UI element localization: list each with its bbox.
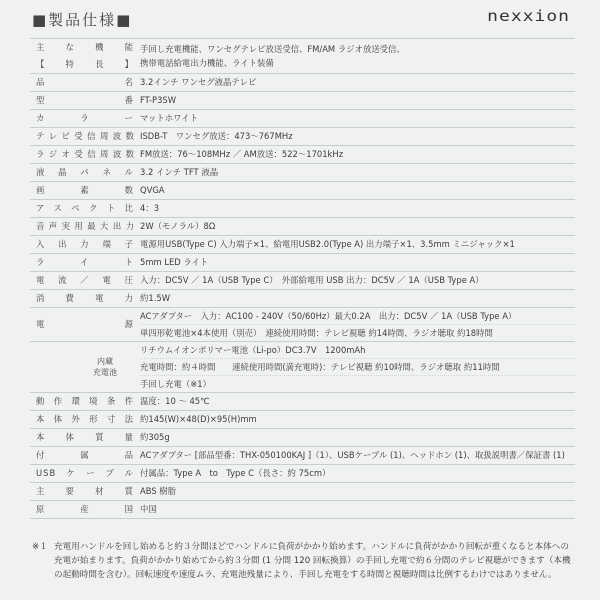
spec-value: ABS 樹脂 [134, 483, 575, 501]
table-row [30, 308, 575, 342]
spec-label: 入出力端子 [30, 236, 134, 254]
spec-label [30, 39, 134, 74]
table-row [30, 393, 575, 411]
spec-label: 品名 [30, 74, 134, 92]
table-row [30, 39, 575, 74]
spec-label: 消費電力 [30, 290, 134, 308]
table-row [30, 429, 575, 447]
hand-crank-line: 手回し充電（※1） [140, 379, 211, 389]
footnote [30, 540, 575, 582]
feature-label: 【特長】 [36, 59, 134, 69]
spec-label: 本体質量 [30, 429, 134, 447]
spec-value [134, 342, 575, 393]
header [0, 0, 600, 38]
spec-label: 電源 [30, 308, 134, 342]
spec-value: 2W（モノラル）8Ω [134, 218, 575, 236]
table-row [30, 218, 575, 236]
table-row [30, 254, 575, 272]
table-row [30, 92, 575, 110]
table-row [30, 501, 575, 519]
brand-logo: nexxion [487, 7, 570, 26]
spec-value: FM放送：76～108MHz ／ AM放送：522～1701kHz [134, 146, 575, 164]
spec-value: マットホワイト [134, 110, 575, 128]
spec-value: 3.2 インチ TFT 液晶 [134, 164, 575, 182]
spec-label: 付属品 [30, 447, 134, 465]
battery-label: 充電池 [93, 368, 117, 377]
table-row [30, 483, 575, 501]
table-row [30, 128, 575, 146]
battery-line: 単四形乾電池×4本使用（別売） 連続使用時間：テレビ視聴 約14時間、ラジオ聴取 約18時間 [140, 328, 493, 338]
table-row [30, 342, 575, 393]
spec-value: 約305g [134, 429, 575, 447]
spec-value: 温度：10 ～ 45℃ [134, 393, 575, 411]
spec-label: アスペクト比 [30, 200, 134, 218]
internal-label: 内蔵 [97, 357, 113, 366]
spec-label: 主要材質 [30, 483, 134, 501]
spec-value [134, 308, 575, 342]
spec-value: 中国 [134, 501, 575, 519]
table-row [30, 465, 575, 483]
spec-value: 付属品：Type A to Type C（長さ：約 75cm） [134, 465, 575, 483]
spec-label: 動作環境条件 [30, 393, 134, 411]
internal-battery-label [30, 342, 134, 393]
spec-label: カラー [30, 110, 134, 128]
spec-label: USBケーブル [30, 465, 134, 483]
function-line: 携帯電話給電出力機能、ライト装備 [140, 58, 274, 68]
spec-label: 液晶パネル [30, 164, 134, 182]
footnote-mark: ※１ [32, 542, 48, 552]
spec-value: 約1.5W [134, 290, 575, 308]
table-row [30, 182, 575, 200]
spec-label: 原産国 [30, 501, 134, 519]
spec-label: 電流／電圧 [30, 272, 134, 290]
spec-label: 画素数 [30, 182, 134, 200]
spec-value: 入力：DC5V ／ 1A（USB Type C） 外部給電用 USB 出力：DC5V ／ 1A（USB Type A） [134, 272, 575, 290]
spec-value: ISDB-T ワンセグ放送：473～767MHz [134, 128, 575, 146]
function-label: 主な機能 [36, 42, 134, 52]
spec-value: 約145(W)×48(D)×95(H)mm [134, 411, 575, 429]
page-title: ■製品仕様■ [32, 11, 133, 29]
table-row [30, 236, 575, 254]
table-row [30, 272, 575, 290]
spec-value: 4：3 [134, 200, 575, 218]
spec-value: ACアダプター [部品型番：THX-050100KAJ ]（1）、USBケーブル (1)、ヘッドホン (1)、取扱説明書／保証書 (1) [134, 447, 575, 465]
spec-value: FT-P3SW [134, 92, 575, 110]
spec-value: 電源用USB(Type C) 入力端子×1、給電用USB2.0(Type A) 出力端子×1、3.5mm ミニジャック×1 [134, 236, 575, 254]
spec-label: テレビ受信周波数 [30, 128, 134, 146]
spec-label: ライト [30, 254, 134, 272]
spec-value [134, 39, 575, 74]
spec-label: ラジオ受信周波数 [30, 146, 134, 164]
spec-value: 5mm LED ライト [134, 254, 575, 272]
liion-line: リチウムイオンポリマー電池（Li-po）DC3.7V 1200mAh [140, 342, 575, 359]
spec-value: 3.2インチ ワンセグ液晶テレビ [134, 74, 575, 92]
table-row [30, 110, 575, 128]
table-row [30, 411, 575, 429]
charge-line: 充電時間：約４時間 連続使用時間(満充電時)：テレビ視聴 約10時間、ラジオ聴取 約11時間 [140, 359, 575, 376]
table-row [30, 447, 575, 465]
table-row [30, 290, 575, 308]
table-row [30, 200, 575, 218]
function-line: 手回し充電機能、ワンセグテレビ放送受信、FM/AM ラジオ放送受信、 [140, 44, 405, 54]
spec-value: QVGA [134, 182, 575, 200]
table-row [30, 146, 575, 164]
spec-table [30, 38, 575, 519]
spec-label: 音声実用最大出力 [30, 218, 134, 236]
ac-adapter-line: ACアダプター 入力：AC100 - 240V（50/60Hz）最大0.2A 出力：DC5V ／ 1A（USB Type A） [140, 308, 575, 325]
spec-label: 本体外形寸法 [30, 411, 134, 429]
footnote-text: 充電用ハンドルを回し始めると約３分間ほどでハンドルに負荷がかかり始めます。ハンドルに負荷がかかり回転が重くなると本体への充電が始まります。負荷がかかり始めてから約３分間 (1 分間 120 回転換算）の手回し充電で約６分間のテレビ視聴ができます（本機の起動時間を含む）。回転速度や速度ムラ、充電池残量により、手回し充電をする時間と視聴時間は比例するわけではありません。 [54, 542, 571, 580]
spec-label: 型番 [30, 92, 134, 110]
table-row [30, 74, 575, 92]
table-row [30, 164, 575, 182]
